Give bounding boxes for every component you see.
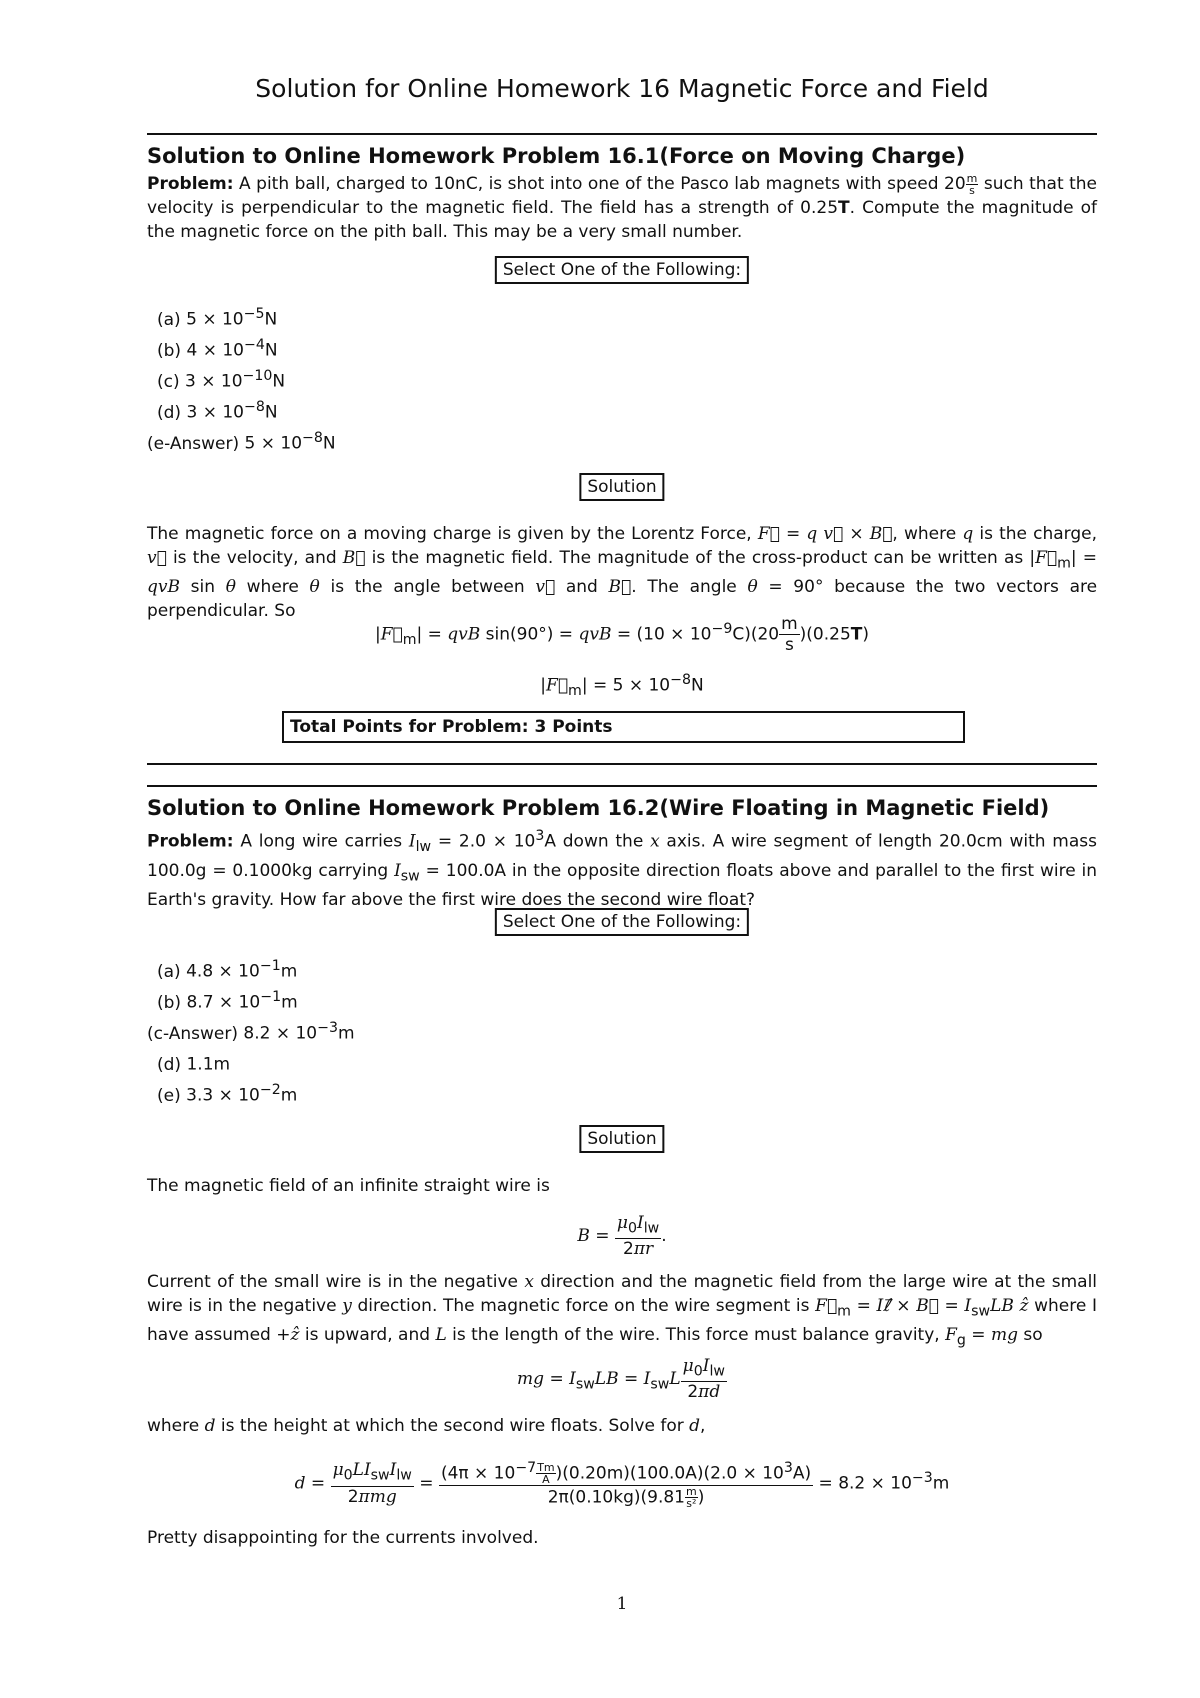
problem-1-statement: Problem: A pith ball, charged to 10nC, is shot into one of the Pasco lab magnets with speed 20 $\frac{m}{s}$ such that the velocity is perpendicular to the magnetic field. The field has a strength of 0.25T. Compute the magnitude of the magnetic force on the pith ball. This may be a very small number. <box>147 171 1097 242</box>
equation-force-balance: mg = $I_{sw}LB = I_{sw}L$ $\frac{\mu_0I_{lw}}{2\pi d}$ <box>517 1356 725 1403</box>
answer-option <box>147 1020 355 1044</box>
option-label: (b) <box>157 992 182 1013</box>
option-value: 3 × 10 <box>186 402 244 423</box>
solution-label-box: Solution <box>579 1125 664 1153</box>
problem-2-solution-text-4: Pretty disappointing for the currents involved. <box>147 1528 539 1548</box>
option-label: (e) <box>157 1085 181 1106</box>
answer-option <box>157 1051 230 1075</box>
option-unit: N <box>322 433 336 454</box>
problem-2-solution-text-1: The magnetic field of an infinite straight wire is <box>147 1176 550 1196</box>
option-label: (a) <box>157 309 181 330</box>
option-unit: m <box>338 1023 355 1044</box>
answer-option <box>157 989 298 1013</box>
problem-2-solution-text-3: where d is the height at which the second wire floats. Solve for d, <box>147 1416 706 1436</box>
option-value: 5 × 10 <box>244 433 303 454</box>
equation-field-of-wire: B = $\frac{\mu_0I_{lw}}{2\pi r}$ . <box>577 1213 667 1260</box>
option-label: (d) <box>157 402 182 423</box>
solution-label-box: Solution <box>579 473 664 501</box>
option-value: 4.8 × 10 <box>186 961 260 982</box>
option-value: 1.1m <box>186 1054 231 1075</box>
option-label: (a) <box>157 961 181 982</box>
option-label: (d) <box>157 1054 182 1075</box>
option-value: 4 × 10 <box>186 340 244 361</box>
answer-option <box>157 368 285 392</box>
total-points-box: Total Points for Problem: 3 Points <box>282 711 965 743</box>
option-exponent: −8 <box>243 399 265 415</box>
option-value: 3 × 10 <box>185 371 243 392</box>
problem-2-statement: Problem: A long wire carries $I_{lw} = 2.0 \times 10^3A$ down the x axis. A wire segment of length 20.0cm with mass 100.0g = 0.1000kg carrying $I_{sw} = 100.0A$ in the opposite direction floats above and parallel to the first wire in Earth's gravity. How far above the first wire does the second wire float? <box>147 828 1098 911</box>
select-one-box: Select One of the Following: <box>495 256 749 284</box>
document-page <box>147 0 1097 1698</box>
answer-option <box>157 337 278 361</box>
answer-option <box>157 1082 297 1106</box>
document-title: Solution for Online Homework 16 Magnetic Force and Field <box>255 74 989 103</box>
equation-solve-height: d = $\frac{\mu_0LI_{sw}I_{lw}}{\text{2πmg}}$ = ($4\pi \times 10^{-7}$ $\frac{Tm}{A}$ )$(0.20m)(100.0A)(2.0 \times 10^3A)$ 2π(0.10kg)(9.81 $\frac{m}{\text{s²}}$ ) = $8.2 \times 10^{-3}m$ <box>294 1460 950 1511</box>
section-rule <box>147 133 1097 135</box>
problem-1-solution-text: The magnetic force on a moving charge is given by the Lorentz Force, F⃗ = q v⃗ × B⃗, where q is the charge, v⃗ is the velocity, and B⃗ is the magnetic field. The magnitude of the cross-product can be written as $|F⃗_m|$ = qvB sin θ where θ is the angle between v⃗ and B⃗. The angle θ = 90° because the two vectors are perpendicular. So <box>147 524 1098 622</box>
option-exponent: −8 <box>302 430 323 446</box>
answer-option <box>157 306 277 330</box>
option-exponent: −10 <box>242 368 273 384</box>
select-one-box: Select One of the Following: <box>495 908 749 936</box>
problem-2-heading: Solution to Online Homework Problem 16.2(Wire Floating in Magnetic Field) <box>147 796 1050 820</box>
section-rule <box>147 763 1097 765</box>
answer-option <box>147 430 336 454</box>
answer-option <box>157 958 297 982</box>
equation-force-result: $|F⃗_m| = 5 \times 10^{-8}N$ <box>540 672 704 700</box>
option-exponent: −3 <box>317 1020 339 1036</box>
option-unit: m <box>280 1085 298 1106</box>
option-unit: N <box>272 371 286 392</box>
option-value: 8.7 × 10 <box>186 992 261 1013</box>
option-exponent: −4 <box>243 337 265 353</box>
page-number: 1 <box>616 1594 628 1614</box>
option-value: 8.2 × 10 <box>243 1023 318 1044</box>
option-unit: N <box>264 340 278 361</box>
problem-2-solution-text-2: Current of the small wire is in the negative x direction and the magnetic field from the large wire at the small wire is in the negative y direction. The magnetic force on the wire segment is $F⃗_m$ = Iℓ⃗ × B⃗ = $I_{sw}LB$ ẑ where I have assumed +ẑ is upward, and L is the length of the wire. This force must balance gravity, $F_g$ = mg so <box>147 1272 1098 1349</box>
option-label: (e-Answer) <box>147 433 240 454</box>
option-unit: m <box>281 992 298 1013</box>
option-label: (c) <box>157 371 180 392</box>
option-unit: m <box>280 961 298 982</box>
problem-1-heading: Solution to Online Homework Problem 16.1(Force on Moving Charge) <box>147 144 966 168</box>
option-unit: N <box>264 309 278 330</box>
option-exponent: −2 <box>259 1082 281 1098</box>
option-exponent: −1 <box>260 989 282 1005</box>
option-label: (b) <box>157 340 182 361</box>
option-label: (c-Answer) <box>147 1023 238 1044</box>
option-unit: N <box>264 402 278 423</box>
option-value: 3.3 × 10 <box>186 1085 260 1106</box>
option-value: 5 × 10 <box>186 309 244 330</box>
equation-force-magnitude: $|F⃗_m|$ = qvB sin(90°) = qvB = $(10 \times 10^{-9}C)(20$ $\frac{m}{s}$ )(0.25T) <box>374 614 870 655</box>
option-exponent: −1 <box>259 958 281 974</box>
answer-option <box>157 399 278 423</box>
option-exponent: −5 <box>243 306 265 322</box>
section-rule <box>147 785 1097 787</box>
